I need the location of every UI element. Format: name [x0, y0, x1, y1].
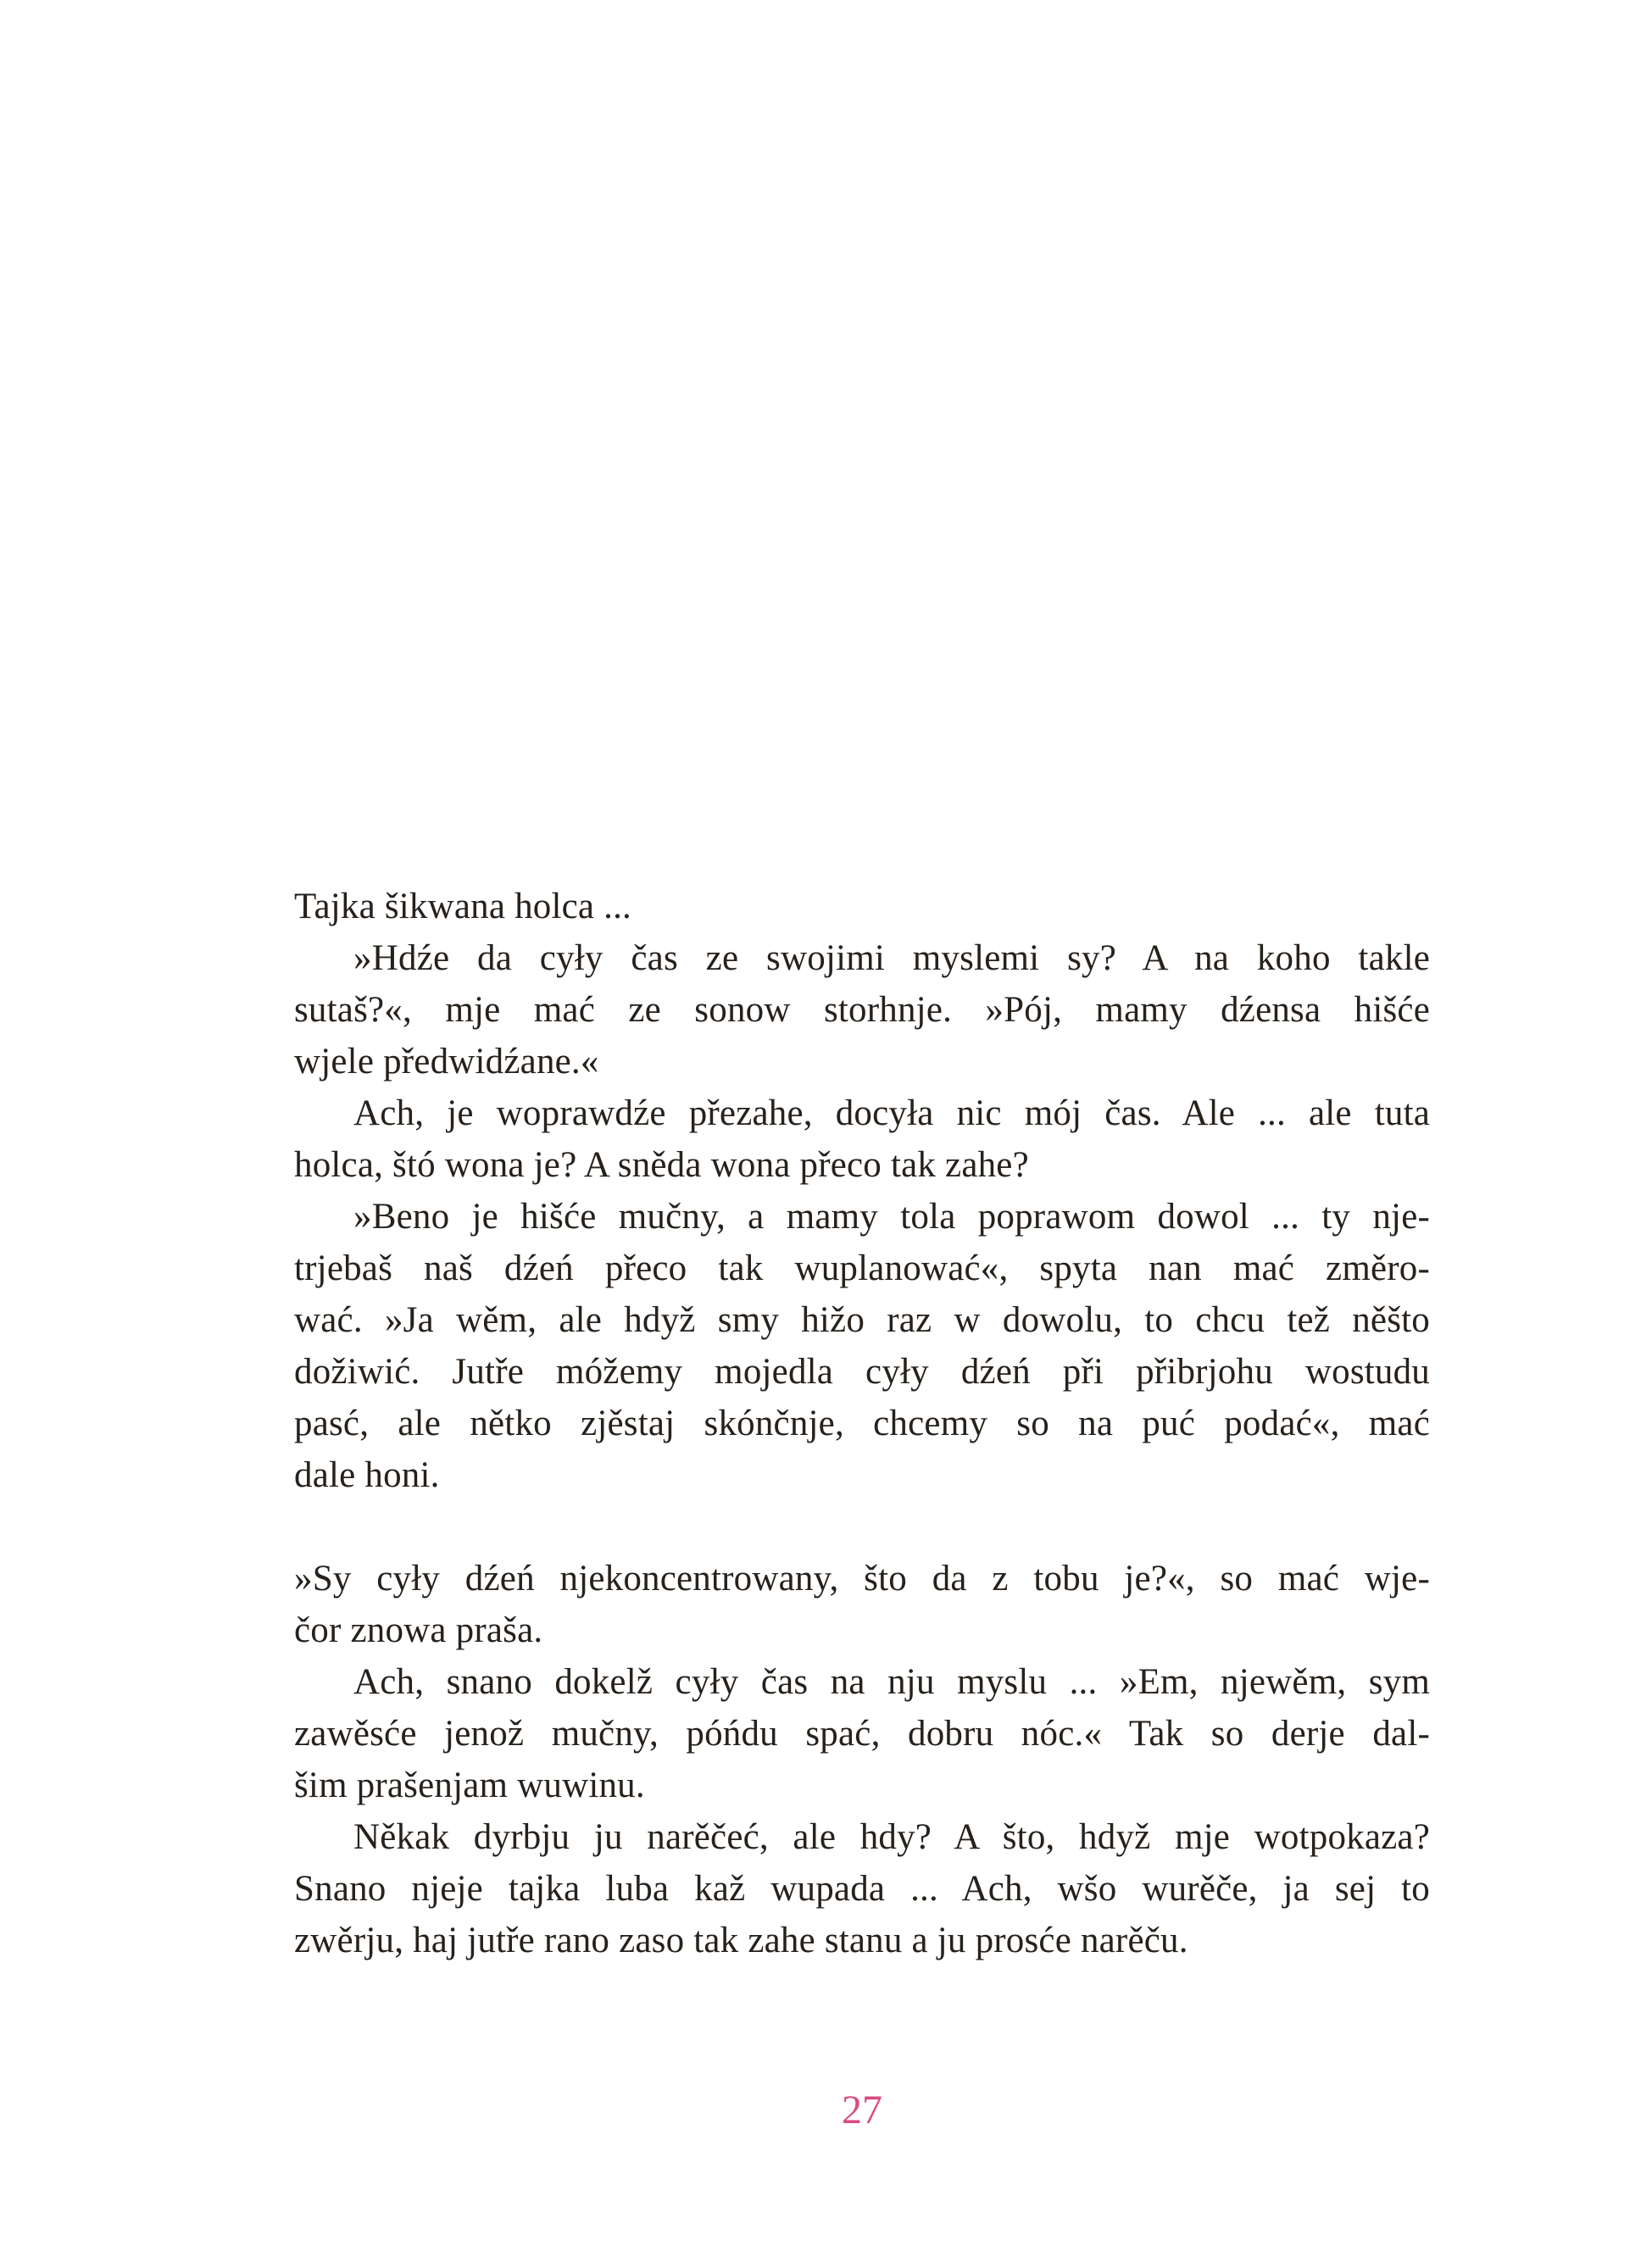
text-line: čor znowa praša.	[294, 1610, 543, 1650]
text-line: holca, štó wona je? A sněda wona přeco tak zahe?	[294, 1145, 1029, 1185]
page-number: 27	[842, 2088, 882, 2132]
text-line: zwěrju, haj jutře rano zaso tak zahe stanu a ju prosće narěču.	[294, 1921, 1188, 1960]
text-line: Ach, je woprawdźe přezahe, docyła nic mój čas. Ale ... ale tuta	[353, 1093, 1430, 1133]
body-text	[294, 881, 1430, 1966]
text-line: dale honi.	[294, 1455, 440, 1495]
text-line: sutaš?«, mje mać ze sonow storhnje. »Pój, mamy dźensa hišće	[294, 990, 1430, 1030]
text-line: Ach, snano dokelž cyły čas na nju myslu ... »Em, njewěm, sym	[353, 1662, 1430, 1702]
text-line: dožiwić. Jutře móžemy mojedla cyły dźeń při přibrjohu wostudu	[294, 1352, 1430, 1392]
text-line: »Beno je hišće mučny, a mamy tola poprawom dowol ... ty nje-	[353, 1197, 1430, 1237]
text-line: »Hdźe da cyły čas ze swojimi myslemi sy? A na koho takle	[353, 938, 1430, 978]
text-line: trjebaš naš dźeń přeco tak wuplanować«, spyta nan mać změro-	[294, 1248, 1430, 1288]
text-line: zawěsće jenož mučny, póńdu spać, dobru nóc.« Tak so derje dal-	[294, 1714, 1430, 1754]
text-line: Někak dyrbju ju narěčeć, ale hdy? A što, hdyž mje wotpokaza?	[353, 1817, 1430, 1857]
text-line: šim prašenjam wuwinu.	[294, 1765, 645, 1805]
text-line: Snano njeje tajka luba kaž wupada ... Ach, wšo wurěče, ja sej to	[294, 1869, 1430, 1909]
text-line: »Sy cyły dźeń njekoncentrowany, što da z tobu je?«, so mać wje-	[294, 1559, 1430, 1599]
text-line: pasć, ale nětko zjěstaj skónčnje, chcemy so na puć podać«, mać	[294, 1404, 1430, 1443]
text-line: wjele předwidźane.«	[294, 1042, 599, 1082]
text-line: wać. »Ja wěm, ale hdyž smy hižo raz w dowolu, to chcu tež něšto	[294, 1300, 1430, 1340]
text-line: Tajka šikwana holca ...	[294, 887, 632, 926]
